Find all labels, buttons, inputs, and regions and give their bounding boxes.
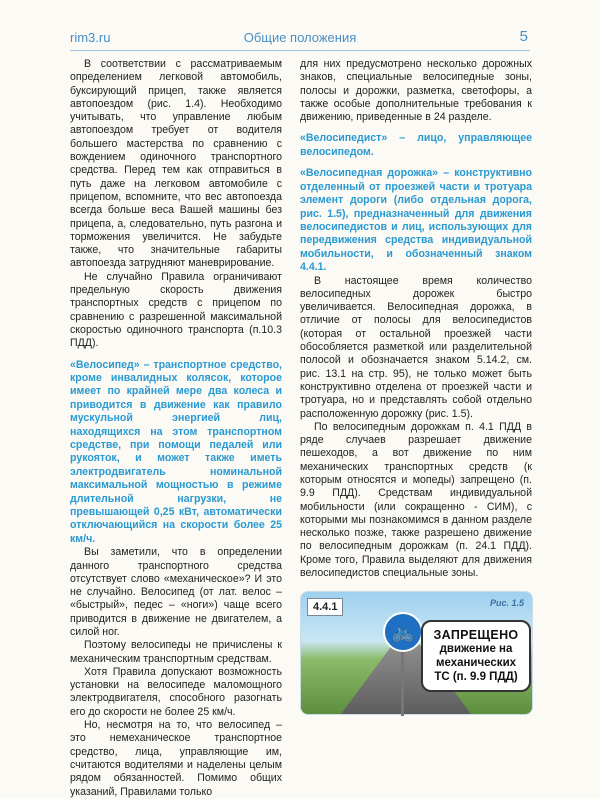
sign-number: 4.4.1 (307, 598, 343, 616)
figure-label: Рис. 1.5 (489, 598, 524, 608)
paragraph: В соответствии с рассматриваемым определением легковой автомобиль, буксирующий прицеп, также является автопоездом (рис. 1.4). Необходимо учитывать, что управление любым автопоездом требует от водителя большего мастерства по сравнению с вождением одиночного транспортного средства. Перед тем как отправиться в путь даже на легковом автомобиле с прицепом, вспомните, что вес автопоезда всегда больше веса Вашей машины без прицепа, а, следовательно, путь разгона и торможения увеличится. Не забудьте также, что значительные габариты автопоезда затрудняют маневрирование. (70, 58, 282, 270)
callout-rule: ТС (п. 9.9 ПДД) (434, 671, 518, 683)
prohibition-callout (421, 620, 531, 692)
paragraph: Хотя Правила допускают возможность установки на велосипеде маломощного электродвигателя, способного разогнать его до скорости не более 25 км/ч. (70, 665, 282, 718)
site-name: rim3.ru (70, 30, 111, 45)
callout-text: движение на механических (435, 643, 517, 669)
figure-1-5 (300, 591, 533, 715)
definition-cyclist: «Велосипедист» – лицо, управляющее велосипедом. (300, 132, 532, 158)
header-rule (70, 50, 530, 51)
section-title: Общие положения (243, 30, 357, 45)
definition-bicycle: «Велосипед» – транспортное средство, кроме инвалидных колясок, которое имеет по крайней мере два колеса и приводится в движение как правило мускульной энергией лиц, находящихся на этом транспортном средстве, при помощи педалей или рукояток, и может также иметь электродвигатель номинальной максимальной мощностью в режиме длительной нагрузки, не превышающей 0,25 кВт, автоматически отключающийся на скорости более 25 км/ч. (70, 358, 282, 545)
right-column (300, 58, 532, 580)
left-column (70, 58, 282, 799)
page-header (0, 0, 600, 46)
paragraph: Но, несмотря на то, что велосипед – это немеханическое транспортное средство, лица, управляющие им, считаются водителями и наделены целым рядом обязанностей. Помимо общих указаний, Правилами только (70, 719, 282, 798)
paragraph: Не случайно Правила ограничивают предельную скорость движения транспортных средств с прицепом по сравнению с разрешенной максимальной скоростью одиночного транспорта (п.10.3 ПДД). (70, 270, 282, 350)
bicycle-sign-icon: 🚲 (383, 612, 423, 652)
page-number: 5 (519, 28, 528, 45)
paragraph: В настоящее время количество велосипедных дорожек быстро увеличивается. Велосипедная дорожка, в отличие от полосы для велосипедистов (которая от остальной проезжей части обособляется разметкой или разделительной полосой и обозначается знаком 5.14.2, см. рис. 13.1 на стр. 95), не только может быть конструктивно отделена от проезжей части и тротуара, но и представлять собой отдельно расположенную дорожку (рис. 1.5). (300, 274, 532, 420)
sign-post (401, 652, 404, 716)
callout-title: ЗАПРЕЩЕНО (433, 628, 519, 642)
paragraph: Поэтому велосипеды не причислены к механическим транспортным средствам. (70, 639, 282, 665)
paragraph: для них предусмотрено несколько дорожных знаков, специальные велосипедные зоны, полосы и дорожки, разметка, светофоры, а также особые дополнительные требования к движению, приведенные в 24 разделе. (300, 58, 532, 124)
definition-bike-lane: «Велосипедная дорожка» – конструктивно отделенный от проезжей части и тротуара элемент дороги (либо отдельная дорога, рис. 1.5), предназначенный для движения велосипедистов и лиц, использующих для передвижения средства индивидуальной мобильности, и обозначенный знаком 4.4.1. (300, 167, 532, 274)
paragraph: По велосипедным дорожкам п. 4.1 ПДД в ряде случаев разрешает движение пешеходов, а вот движение по ним механических транспортных средств (к которым относятся и мопеды) запрещено (п. 9.9 ПДД). Средствам индивидуальной мобильности (или сокращенно - СИМ), с которыми мы познакомимся в данном разделе несколько позже, также разрешено движение по велосипедным дорожкам (п. 24.1 ПДД). Кроме того, Правила выделяют для движения велосипедистов специальные зоны. (300, 420, 532, 580)
paragraph: Вы заметили, что в определении данного транспортного средства отсутствует слово «механическое»? И это не случайно. Велосипед (от лат. велос – «быстрый», педес – «ноги») чаще всего приводится в движение не двигателем, а силой ног. (70, 546, 282, 638)
